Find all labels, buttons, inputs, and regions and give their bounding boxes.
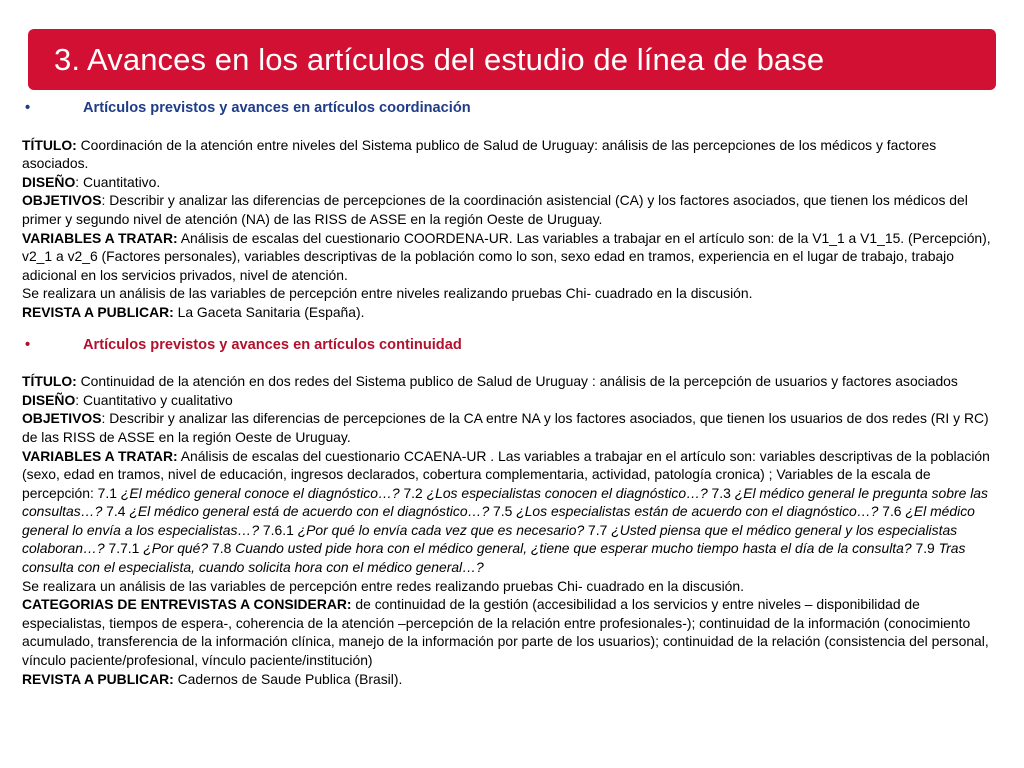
- section1-heading-text: Artículos previstos y avances en artículos coordinación: [83, 100, 471, 116]
- section2-heading-text: Artículos previstos y avances en artículos continuidad: [83, 336, 462, 353]
- title-banner: [28, 29, 996, 90]
- section2-objetivos: OBJETIVOS: Describir y analizar las diferencias de percepciones de la CA entre NA y los factores asociados, que tienen los usuarios de dos redes (RI y RC) de las RISS de ASSE en la región Oeste de Uruguay.: [22, 410, 989, 445]
- section2-categorias: CATEGORIAS DE ENTREVISTAS A CONSIDERAR: de continuidad de la gestión (accesibilidad a los servicios y entre niveles – disponibilidad de especialistas, tiempos de espera-, coherencia de la atención –percepción de la relación entre profesionales-); continuidad de la información (conocimiento acumulado, transferencia de la información clínica, manejo de la información por parte de los usuarios); continuidad de la relación (consistencia del personal, vínculo paciente/profesional, vínculo paciente/institución): [22, 596, 989, 669]
- section1-revista: REVISTA A PUBLICAR: La Gaceta Sanitaria (España).: [22, 303, 365, 320]
- section1-analisis: Se realizara un análisis de las variables de percepción entre niveles realizando pruebas Chi- cuadrado en la discusión.: [22, 285, 753, 302]
- section1-heading: [22, 99, 1004, 118]
- section2-revista: REVISTA A PUBLICAR: Cadernos de Saude Publica (Brasil).: [22, 670, 403, 687]
- section2-heading: [22, 336, 1004, 355]
- section2-titulo: TÍTULO: Continuidad de la atención en dos redes del Sistema publico de Salud de Uruguay : análisis de la percepción de usuarios y factores asociados: [22, 373, 958, 390]
- section2-variables: VARIABLES A TRATAR: Análisis de escalas del cuestionario CCAENA-UR . Las variables a trabajar en el artículo son: variables descriptivas de la población (sexo, edad en tramos, nivel de educación, ingresos declarados, cobertura complementaria, actividad, patología cronica) ; Variables de la escala de percepción: 7.1 ¿El médico general conoce el diagnóstico…? 7.2 ¿Los especialistas conocen el diagnóstico…? 7.3 ¿El médico general le pregunta sobre las consultas…? 7.4 ¿El médico general está de acuerdo con el diagnóstico…? 7.5 ¿Los especialistas están de acuerdo con el diagnóstico…? 7.6 ¿El médico general lo envía a los especialistas…? 7.6.1 ¿Por qué lo envía cada vez que es necesario? 7.7 ¿Usted piensa que el médico general y los especialistas colaboran…? 7.7.1 ¿Por qué? 7.8 Cuando usted pide hora con el médico general, ¿tiene que esperar mucho tiempo hasta el día de la consulta? 7.9 Tras consulta con el especialista, cuando solicita hora con el médico general…?: [22, 447, 990, 576]
- section1-variables: VARIABLES A TRATAR: Análisis de escalas del cuestionario COORDENA-UR. Las variables a trabajar en el artículo son: de la V1_1 a V1_15. (Percepción), v2_1 a v2_6 (Factores personales), variables descriptivas de la población como lo son, sexo edad en tramos, experiencia en el lugar de trabajo, trabajo adicional en los servicios privados, nivel de atención.: [22, 229, 991, 283]
- page-title: 3. Avances en los artículos del estudio de línea de base: [54, 41, 825, 77]
- slide-content: [22, 99, 1004, 688]
- section1-titulo: TÍTULO: Coordinación de la atención entre niveles del Sistema publico de Salud de Uruguay: análisis de las percepciones de los médicos y factores asociados.: [22, 136, 937, 172]
- bullet-icon: •: [25, 336, 31, 353]
- section2-diseno: DISEÑO: Cuantitativo y cualitativo: [22, 391, 233, 408]
- section1-diseno: DISEÑO: Cuantitativo.: [22, 173, 161, 190]
- bullet-icon: •: [25, 100, 31, 116]
- section1-objetivos: OBJETIVOS: Describir y analizar las diferencias de percepciones de la coordinación asistencial (CA) y los factores asociados, que tienen los médicos del primer y segundo nivel de atención (NA) de las RISS de ASSE en la región Oeste de Uruguay.: [22, 192, 968, 227]
- section2-analisis: Se realizara un análisis de las variables de percepción entre redes realizando pruebas Chi- cuadrado en la discusión.: [22, 577, 744, 594]
